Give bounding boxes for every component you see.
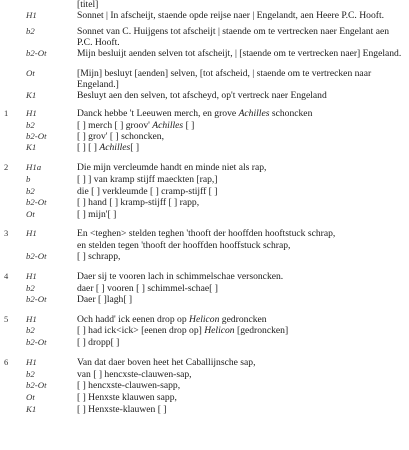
witness-siglum: b2-Ot (26, 294, 47, 304)
variant-text: [ ] hencxste-clauwen-sapp, (77, 380, 181, 391)
verse-number: 3 (4, 228, 9, 238)
witness-siglum: b2-Ot (26, 48, 47, 58)
witness-siglum: b2 (26, 325, 35, 335)
variant-text: en stelden tegen 'thooft der hooffden hooffstuck schrap, (77, 240, 291, 251)
witness-siglum: b2 (26, 26, 35, 36)
verse-number: 4 (4, 271, 9, 281)
variant-text: Mijn besluijt aenden selven tot afscheijt, | [staende om te vertrecken naer] Engeland. (77, 48, 402, 59)
witness-siglum: b2-Ot (26, 380, 47, 390)
variant-text: Sonnet | In afscheijt, staende opde reijse naer | Engelandt, aen Heere P.C. Hooft. (77, 10, 385, 21)
witness-siglum: H1 (26, 271, 37, 281)
witness-siglum: Ot (26, 392, 35, 402)
witness-siglum: Ot (26, 68, 35, 78)
witness-siglum: H1 (26, 357, 37, 367)
variant-text: [ ] dropp[ ] (77, 337, 120, 348)
witness-siglum: H1 (26, 314, 37, 324)
witness-siglum: K1 (26, 142, 37, 152)
witness-siglum: b (26, 174, 31, 184)
variant-text: [titel] (77, 0, 99, 10)
verse-number: 2 (4, 162, 9, 172)
variant-text: En <teghen> stelden teghen 'thooft der hooffden hooftstuck schrap, (77, 228, 336, 239)
variant-text: [ ] grov' [ ] schoncken, (77, 131, 164, 142)
variant-text: die [ ] verkleumde [ ] cramp-stijff [ ] (77, 186, 218, 197)
verse-number: 5 (4, 314, 9, 324)
witness-siglum: Ot (26, 209, 35, 219)
variant-text: [ ] mijn'[ ] (77, 209, 117, 220)
witness-siglum: b2 (26, 369, 35, 379)
variant-text: [ ] had ick<ick> [eenen drop op] Helicon [gedroncken] (77, 325, 289, 336)
witness-siglum: K1 (26, 90, 37, 100)
witness-siglum: b2-Ot (26, 197, 47, 207)
variant-text: Sonnet van C. Huijgens tot afscheijt | staende om te vertrecken naer Engelant aen P.C. Hooft. (77, 26, 390, 48)
variant-text: [Mijn] besluyt [aenden] selven, [tot afscheid, | staende om te vertrecken naar Engeland.] (77, 68, 372, 90)
variant-text: Daer sij te vooren lach in schimmelschae versoncken. (77, 271, 284, 282)
variant-text: [ ] hand [ ] kramp-stijff [ ] rapp, (77, 197, 200, 208)
verse-number: 6 (4, 357, 9, 367)
variant-text: [ ] schrapp, (77, 251, 121, 262)
variant-text: [ ] ] van kramp stijff maeckten [rap,] (77, 174, 218, 185)
variant-text: Besluyt aen den selven, tot afscheyd, op't vertreck naer Engeland (77, 90, 327, 101)
witness-siglum: H1 (26, 228, 37, 238)
variant-text: [ ] Henxste klauwen sapp, (77, 392, 177, 403)
variant-text: van [ ] hencxste-clauwen-sap, (77, 369, 192, 380)
witness-siglum: b2-Ot (26, 337, 47, 347)
witness-siglum: b2 (26, 186, 35, 196)
witness-siglum: H1a (26, 162, 42, 172)
variant-text: Danck hebbe 't Leeuwen merch, en grove Achilles schoncken (77, 108, 313, 119)
variant-text: Die mijn vercleumde handt en minde niet als rap, (77, 162, 267, 173)
verse-number: 1 (4, 108, 9, 118)
witness-siglum: b2 (26, 283, 35, 293)
variant-text: Daer [ ]lagh[ ] (77, 294, 133, 305)
witness-siglum: b2-Ot (26, 131, 47, 141)
variant-text: [ ] merch [ ] groov' Achilles [ ] (77, 120, 195, 131)
variant-text: [ ] [ ] Achilles[ ] (77, 142, 140, 153)
variant-text: Och hadd' ick eenen drop op Helicon gedroncken (77, 314, 267, 325)
variant-text: [ ] Henxste-klauwen [ ] (77, 404, 167, 415)
witness-siglum: b2 (26, 120, 35, 130)
witness-siglum: H1 (26, 108, 37, 118)
witness-siglum: K1 (26, 404, 37, 414)
variant-text: Van dat daer boven heet het Caballijnsche sap, (77, 357, 256, 368)
witness-siglum: b2-Ot (26, 251, 47, 261)
witness-siglum: H1 (26, 10, 37, 20)
variant-text: daer [ ] vooren [ ] schimmel-schae[ ] (77, 283, 218, 294)
